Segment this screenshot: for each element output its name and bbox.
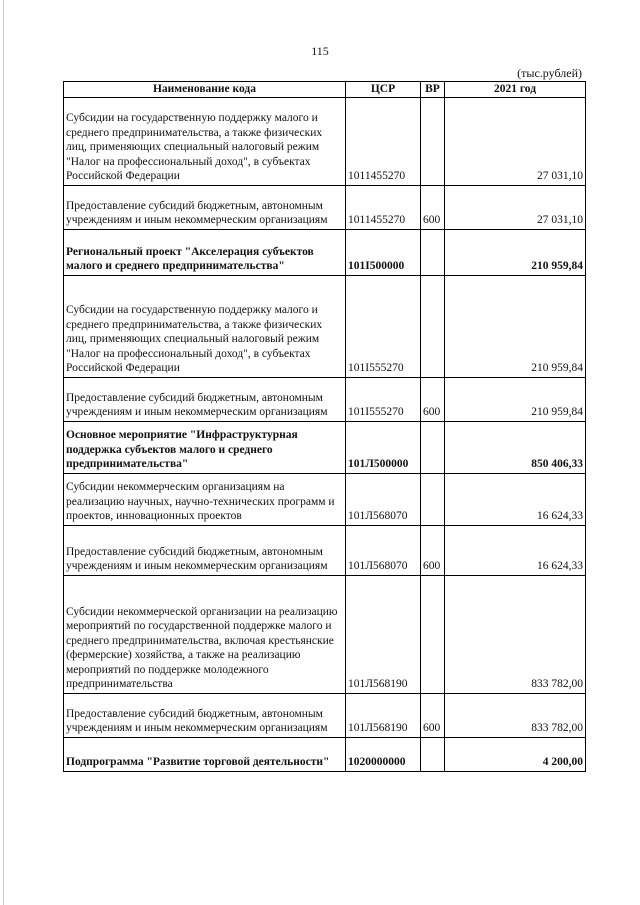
row-csr-cell: 101I555270 <box>346 275 421 377</box>
table-row <box>64 575 586 693</box>
row-vr-cell <box>421 421 445 473</box>
table-row <box>64 377 586 421</box>
page-number: 115 <box>311 44 329 58</box>
row-vr-cell <box>421 275 445 377</box>
row-csr-cell: 101I500000 <box>346 229 421 275</box>
row-csr-cell: 101I555270 <box>346 377 421 421</box>
row-sum-cell: 833 782,00 <box>445 693 586 737</box>
row-name-cell: Субсидии некоммерческим организациям на реализацию научных, научно-технических программ и проектов, инновационных проектов <box>64 473 346 525</box>
row-name-cell: Предоставление субсидий бюджетным, автономным учреждениям и иным некоммерческим организациям <box>64 693 346 737</box>
table-row <box>64 97 586 185</box>
row-sum-cell: 16 624,33 <box>445 473 586 525</box>
page-edge <box>3 0 4 905</box>
row-name-cell: Субсидии на государственную поддержку малого и среднего предпринимательства, а также физических лиц, применяющих специальный налоговый режим "Налог на профессиональный доход", в субъектах Российской Федерации <box>64 275 346 377</box>
row-name-cell: Региональный проект "Акселерация субъектов малого и среднего предпринимательства" <box>64 229 346 275</box>
row-csr-cell: 101Л568190 <box>346 693 421 737</box>
row-name-cell: Субсидии на государственную поддержку малого и среднего предпринимательства, а также физических лиц, применяющих специальный налоговый режим "Налог на профессиональный доход", в субъектах Российской Федерации <box>64 97 346 185</box>
row-vr-cell: 600 <box>421 693 445 737</box>
row-csr-cell: 1011455270 <box>346 185 421 229</box>
table-row <box>64 737 586 771</box>
row-sum-cell: 27 031,10 <box>445 97 586 185</box>
row-sum-cell: 16 624,33 <box>445 525 586 575</box>
row-sum-cell: 833 782,00 <box>445 575 586 693</box>
unit-note: (тыс.рублей) <box>517 66 582 80</box>
row-name-cell: Предоставление субсидий бюджетным, автономным учреждениям и иным некоммерческим организациям <box>64 525 346 575</box>
table-row <box>64 275 586 377</box>
header-year: 2021 год <box>445 82 586 98</box>
table-body <box>64 97 586 771</box>
row-csr-cell: 101Л568070 <box>346 525 421 575</box>
row-vr-cell <box>421 737 445 771</box>
header-vr: ВР <box>421 82 445 98</box>
header-name: Наименование кода <box>64 82 346 98</box>
row-sum-cell: 210 959,84 <box>445 229 586 275</box>
row-csr-cell: 1020000000 <box>346 737 421 771</box>
row-csr-cell: 101Л568190 <box>346 575 421 693</box>
row-name-cell: Основное мероприятие "Инфраструктурная поддержка субъектов малого и среднего предпринимательства" <box>64 421 346 473</box>
budget-table <box>63 81 586 772</box>
table-row <box>64 525 586 575</box>
row-vr-cell: 600 <box>421 185 445 229</box>
table-row <box>64 473 586 525</box>
table-header-row <box>64 82 586 98</box>
row-csr-cell: 1011455270 <box>346 97 421 185</box>
row-name-cell: Подпрограмма "Развитие торговой деятельности" <box>64 737 346 771</box>
table-row <box>64 185 586 229</box>
row-name-cell: Субсидии некоммерческой организации на реализацию мероприятий по государственной поддержке малого и среднего предпринимательства, включая крестьянские (фермерские) хозяйства, а также на реализацию мероприятий по поддержке молодежного предпринимательства <box>64 575 346 693</box>
row-vr-cell <box>421 473 445 525</box>
row-name-cell: Предоставление субсидий бюджетным, автономным учреждениям и иным некоммерческим организациям <box>64 185 346 229</box>
row-sum-cell: 27 031,10 <box>445 185 586 229</box>
row-sum-cell: 4 200,00 <box>445 737 586 771</box>
row-csr-cell: 101Л568070 <box>346 473 421 525</box>
table-row <box>64 693 586 737</box>
header-csr: ЦСР <box>346 82 421 98</box>
table-row <box>64 229 586 275</box>
row-vr-cell: 600 <box>421 377 445 421</box>
row-sum-cell: 210 959,84 <box>445 275 586 377</box>
row-vr-cell: 600 <box>421 525 445 575</box>
row-vr-cell <box>421 229 445 275</box>
row-name-cell: Предоставление субсидий бюджетным, автономным учреждениям и иным некоммерческим организациям <box>64 377 346 421</box>
row-sum-cell: 850 406,33 <box>445 421 586 473</box>
row-vr-cell <box>421 575 445 693</box>
table-row <box>64 421 586 473</box>
row-sum-cell: 210 959,84 <box>445 377 586 421</box>
row-csr-cell: 101Л500000 <box>346 421 421 473</box>
row-vr-cell <box>421 97 445 185</box>
